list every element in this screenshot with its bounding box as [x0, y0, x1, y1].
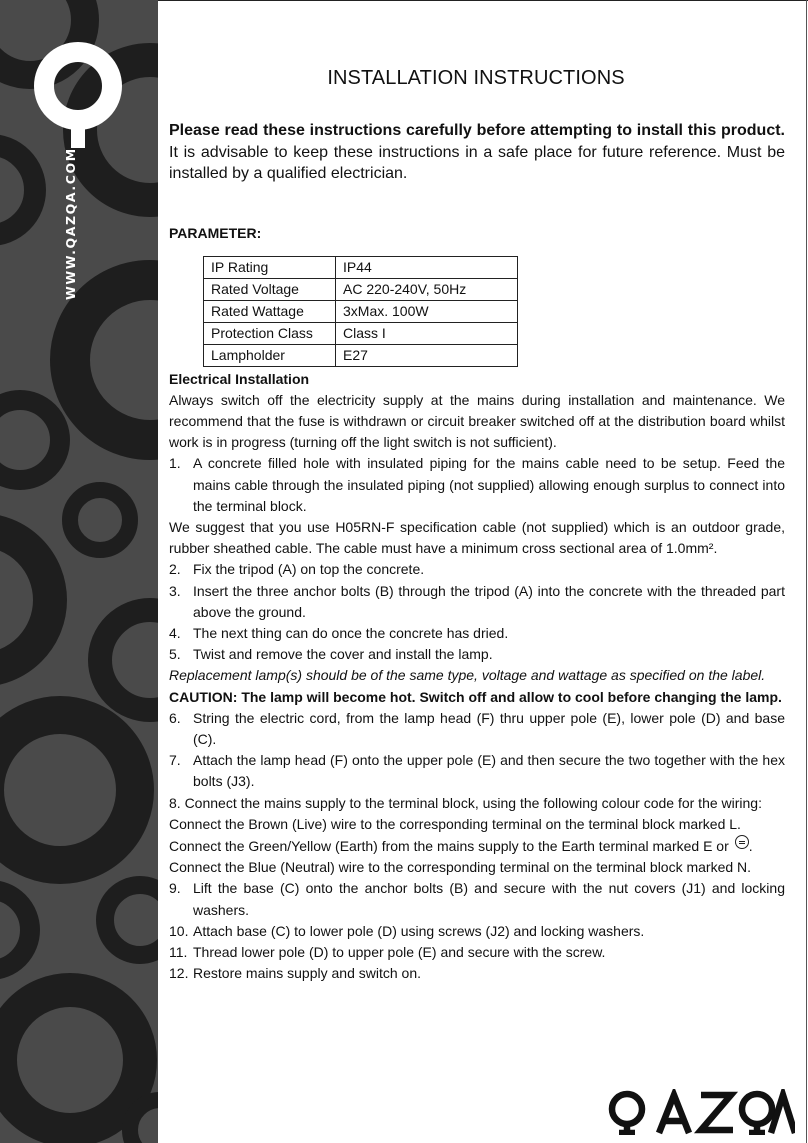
website-url: WWW.QAZQA.COM — [63, 147, 78, 300]
param-key: Rated Wattage — [204, 300, 336, 322]
list-text: Lift the base (C) onto the anchor bolts (B) and secure with the nut covers (J1) and locking washers. — [193, 880, 785, 918]
earth-wire-line: Connect the Green/Yellow (Earth) from the mains supply to the Earth terminal marked E or . — [169, 835, 785, 857]
earth-wire-text: Connect the Green/Yellow (Earth) from the mains supply to the Earth terminal marked E or — [169, 837, 729, 854]
main-content — [169, 120, 785, 984]
list-number: 2. — [169, 561, 181, 578]
list-number: 11. — [169, 943, 188, 960]
instructions-body — [169, 369, 785, 985]
param-value: IP44 — [336, 256, 518, 278]
list-number: 3. — [169, 582, 181, 599]
cable-paragraph: We suggest that you use H05RN-F specification cable (not supplied) which is an outdoor grade, rubber sheathed cable. The cable must have a minimum cross sectional area of 1.0mm². — [169, 518, 785, 557]
earth-symbol-icon — [735, 835, 749, 849]
list-item — [169, 963, 785, 984]
list-item — [169, 878, 785, 920]
list-text: The next thing can do once the concrete has dried. — [193, 624, 509, 641]
replacement-note: Replacement lamp(s) should be of the same type, voltage and wattage as specified on the label. — [169, 667, 766, 684]
param-key: Lampholder — [204, 344, 336, 366]
table-row — [204, 278, 518, 300]
list-text: A concrete filled hole with insulated piping for the mains cable need to be setup. Feed the mains cable through the insulated piping (not supplied) allowing enough surplus to connect into the terminal block. — [193, 455, 785, 514]
param-value: Class I — [336, 322, 518, 344]
parameter-heading: PARAMETER: — [169, 224, 262, 241]
list-number: 6. — [169, 709, 181, 726]
table-row — [204, 344, 518, 366]
list-item — [169, 644, 785, 665]
list-item — [169, 559, 785, 580]
list-item — [169, 942, 785, 963]
list-item — [169, 708, 785, 750]
intro-warning: Please read these instructions carefully before attempting to install this product. — [169, 122, 785, 139]
list-item — [169, 750, 785, 792]
wiring-step: 8. Connect the mains supply to the terminal block, using the following colour code for the wiring: — [169, 794, 762, 811]
param-value: AC 220-240V, 50Hz — [336, 278, 518, 300]
brand-logo — [607, 1089, 795, 1135]
list-text: Insert the three anchor bolts (B) through the tripod (A) into the concrete with the threaded part above the ground. — [193, 582, 785, 620]
parameter-table — [203, 256, 518, 367]
caution-note: CAUTION: The lamp will become hot. Switch off and allow to cool before changing the lamp. — [169, 688, 782, 705]
page-title: INSTALLATION INSTRUCTIONS — [327, 67, 625, 89]
list-item — [169, 921, 785, 942]
top-border — [158, 0, 808, 1]
list-number: 7. — [169, 752, 181, 769]
param-key: IP Rating — [204, 256, 336, 278]
decorative-sidebar — [0, 0, 158, 1143]
list-number: 10. — [169, 922, 189, 939]
list-number: 9. — [169, 880, 181, 897]
list-text: Attach base (C) to lower pole (D) using screws (J2) and locking washers. — [193, 922, 645, 939]
param-key: Protection Class — [204, 322, 336, 344]
list-item — [169, 453, 785, 517]
intro-paragraph — [169, 120, 785, 185]
table-row — [204, 300, 518, 322]
list-number: 5. — [169, 646, 181, 663]
list-item — [169, 623, 785, 644]
right-border — [806, 0, 807, 1143]
electrical-heading: Electrical Installation — [169, 370, 310, 387]
param-value: E27 — [336, 344, 518, 366]
param-key: Rated Voltage — [204, 278, 336, 300]
list-text: Restore mains supply and switch on. — [193, 965, 421, 982]
list-text: Fix the tripod (A) on top the concrete. — [193, 561, 425, 578]
list-text: Attach the lamp head (F) onto the upper pole (E) and then secure the two together with the hex bolts (J3). — [193, 752, 785, 790]
list-number: 1. — [169, 455, 181, 472]
list-item — [169, 581, 785, 623]
list-number: 4. — [169, 624, 181, 641]
table-row — [204, 322, 518, 344]
intro-text: It is advisable to keep these instructions in a safe place for future reference. Must be installed by a qualified electrician. — [169, 143, 785, 182]
table-row — [204, 256, 518, 278]
list-number: 12. — [169, 965, 189, 982]
list-text: Twist and remove the cover and install the lamp. — [193, 646, 493, 663]
safety-paragraph: Always switch off the electricity supply at the mains during installation and maintenance. We recommend that the fuse is withdrawn or circuit breaker switched off at the distribution board whilst work is in progress (turning off the light switch is not sufficient). — [169, 391, 785, 451]
list-text: String the electric cord, from the lamp head (F) thru upper pole (E), lower pole (D) and base (C). — [193, 709, 785, 747]
list-text: Thread lower pole (D) to upper pole (E) and secure with the screw. — [193, 943, 606, 960]
ring-pattern-graphic — [0, 0, 158, 1143]
param-value: 3xMax. 100W — [336, 300, 518, 322]
brown-wire-line: Connect the Brown (Live) wire to the corresponding terminal on the terminal block marked L. — [169, 815, 741, 832]
blue-wire-line: Connect the Blue (Neutral) wire to the corresponding terminal on the terminal block marked N. — [169, 859, 752, 876]
